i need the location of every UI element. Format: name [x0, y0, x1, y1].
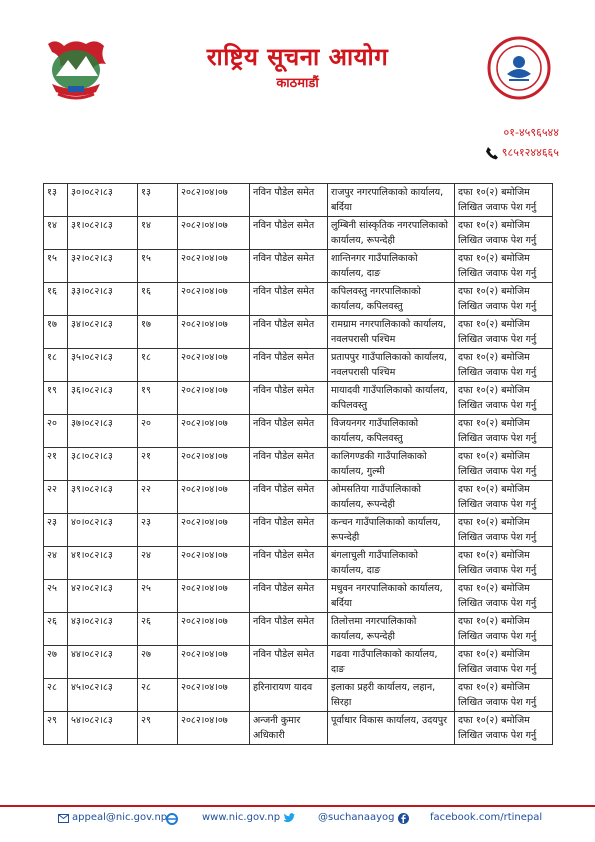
cell-appeal-number: ४५।०८२।८३ — [68, 679, 138, 712]
cell-appellant: नविन पौडेल समेत — [250, 415, 328, 448]
cell-respondent-office: गढवा गाउँपालिकाको कार्यालय, दाङ — [328, 646, 455, 679]
cell-order: दफा १०(२) बमोजिम लिखित जवाफ पेश गर्नु — [455, 448, 553, 481]
cell-order: दफा १०(२) बमोजिम लिखित जवाफ पेश गर्नु — [455, 514, 553, 547]
cell-date: २०८२।०४।०७ — [178, 217, 250, 250]
cell-date: २०८२।०४।०७ — [178, 547, 250, 580]
table-row — [44, 580, 553, 613]
cell-serial-number: २८ — [44, 679, 68, 712]
cell-serial-number: २३ — [44, 514, 68, 547]
cell-register-number: २९ — [138, 712, 178, 745]
table-row — [44, 415, 553, 448]
table-row — [44, 448, 553, 481]
cell-appeal-number: ४२।०८२।८३ — [68, 580, 138, 613]
table-row — [44, 283, 553, 316]
cell-order: दफा १०(२) बमोजिम लिखित जवाफ पेश गर्नु — [455, 349, 553, 382]
table-row — [44, 514, 553, 547]
footer-facebook[interactable]: facebook.com/rtinepal — [430, 812, 543, 823]
cell-appeal-number: ३९।०८२।८३ — [68, 481, 138, 514]
cell-appeal-number: ३४।०८२।८३ — [68, 316, 138, 349]
cell-respondent-office: ओमसतिया गाउँपालिकाको कार्यालय, रूपन्देही — [328, 481, 455, 514]
cell-appellant: नविन पौडेल समेत — [250, 184, 328, 217]
cell-order: दफा १०(२) बमोजिम लिखित जवाफ पेश गर्नु — [455, 712, 553, 745]
table-row — [44, 712, 553, 745]
cell-serial-number: २५ — [44, 580, 68, 613]
cell-respondent-office: मायादवी गाउँपालिकाको कार्यालय, कपिलवस्तु — [328, 382, 455, 415]
cell-order: दफा १०(२) बमोजिम लिखित जवाफ पेश गर्नु — [455, 382, 553, 415]
table-row — [44, 481, 553, 514]
cell-order: दफा १०(२) बमोजिम लिखित जवाफ पेश गर्नु — [455, 184, 553, 217]
cell-appellant: नविन पौडेल समेत — [250, 514, 328, 547]
cell-order: दफा १०(२) बमोजिम लिखित जवाफ पेश गर्नु — [455, 547, 553, 580]
cell-order: दफा १०(२) बमोजिम लिखित जवाफ पेश गर्नु — [455, 415, 553, 448]
contact-phones — [485, 123, 559, 163]
cell-appellant: नविन पौडेल समेत — [250, 547, 328, 580]
cell-register-number: १४ — [138, 217, 178, 250]
cell-serial-number: २४ — [44, 547, 68, 580]
page-subtitle: काठमाडौं — [276, 76, 319, 91]
cell-register-number: २० — [138, 415, 178, 448]
cell-order: दफा १०(२) बमोजिम लिखित जवाफ पेश गर्नु — [455, 646, 553, 679]
cell-respondent-office: कालिगण्डकी गाउँपालिकाको कार्यालय, गुल्मी — [328, 448, 455, 481]
cell-respondent-office: बंगलाचुली गाउँपालिकाको कार्यालय, दाङ — [328, 547, 455, 580]
cell-appeal-number: ३७।०८२।८३ — [68, 415, 138, 448]
cell-appeal-number: ४१।०८२।८३ — [68, 547, 138, 580]
cell-appellant: नविन पौडेल समेत — [250, 382, 328, 415]
cell-appellant: नविन पौडेल समेत — [250, 448, 328, 481]
cell-respondent-office: पूर्वाधार विकास कार्यालय, उदयपुर — [328, 712, 455, 745]
cell-serial-number: २२ — [44, 481, 68, 514]
cell-appellant: नविन पौडेल समेत — [250, 250, 328, 283]
cell-respondent-office: प्रतापपुर गाउँपालिकाको कार्यालय, नवलपरासी पश्चिम — [328, 349, 455, 382]
cell-appellant: हरिनारायण यादव — [250, 679, 328, 712]
cell-respondent-office: राजपुर नगरपालिकाको कार्यालय, बर्दिया — [328, 184, 455, 217]
footer-website[interactable]: www.nic.gov.np — [202, 812, 281, 823]
cell-appellant: नविन पौडेल समेत — [250, 217, 328, 250]
footer-twitter[interactable]: @suchanaayog — [318, 812, 395, 823]
table-row — [44, 184, 553, 217]
cell-order: दफा १०(२) बमोजिम लिखित जवाफ पेश गर्नु — [455, 481, 553, 514]
cell-register-number: १८ — [138, 349, 178, 382]
cell-date: २०८२।०४।०७ — [178, 349, 250, 382]
cell-appeal-number: ४४।०८२।८३ — [68, 646, 138, 679]
cell-appellant: नविन पौडेल समेत — [250, 349, 328, 382]
table-row — [44, 316, 553, 349]
cell-order: दफा १०(२) बमोजिम लिखित जवाफ पेश गर्नु — [455, 250, 553, 283]
cell-register-number: २३ — [138, 514, 178, 547]
cell-date: २०८२।०४।०७ — [178, 415, 250, 448]
cell-appellant: नविन पौडेल समेत — [250, 613, 328, 646]
table-row — [44, 217, 553, 250]
cell-date: २०८२।०४।०७ — [178, 382, 250, 415]
table-row — [44, 382, 553, 415]
cell-date: २०८२।०४।०७ — [178, 580, 250, 613]
cell-respondent-office: कन्चन गाउँपालिकाको कार्यालय, रूपन्देही — [328, 514, 455, 547]
cell-appeal-number: ४०।०८२।८३ — [68, 514, 138, 547]
cell-order: दफा १०(२) बमोजिम लिखित जवाफ पेश गर्नु — [455, 217, 553, 250]
cell-serial-number: २९ — [44, 712, 68, 745]
cell-register-number: २२ — [138, 481, 178, 514]
cell-register-number: २६ — [138, 613, 178, 646]
cell-date: २०८२।०४।०७ — [178, 514, 250, 547]
phone-icon — [485, 146, 499, 160]
cell-serial-number: २६ — [44, 613, 68, 646]
cell-serial-number: २० — [44, 415, 68, 448]
table-row — [44, 250, 553, 283]
cell-date: २०८२।०४।०७ — [178, 283, 250, 316]
cell-respondent-office: शान्तिनगर गाउँपालिकाको कार्यालय, दाङ — [328, 250, 455, 283]
cell-serial-number: १८ — [44, 349, 68, 382]
cell-respondent-office: मधुवन नगरपालिकाको कार्यालय, बर्दिया — [328, 580, 455, 613]
cell-date: २०८२।०४।०७ — [178, 613, 250, 646]
table-row — [44, 646, 553, 679]
cell-appeal-number: ३१।०८२।८३ — [68, 217, 138, 250]
cell-appeal-number: ३८।०८२।८३ — [68, 448, 138, 481]
cell-order: दफा १०(२) बमोजिम लिखित जवाफ पेश गर्नु — [455, 283, 553, 316]
cell-register-number: १९ — [138, 382, 178, 415]
cell-register-number: १३ — [138, 184, 178, 217]
cell-serial-number: २१ — [44, 448, 68, 481]
cell-appellant: नविन पौडेल समेत — [250, 283, 328, 316]
cell-register-number: २५ — [138, 580, 178, 613]
cell-order: दफा १०(२) बमोजिम लिखित जवाफ पेश गर्नु — [455, 316, 553, 349]
cell-date: २०८२।०४।०७ — [178, 481, 250, 514]
records-table — [43, 183, 553, 745]
footer-email[interactable]: appeal@nic.gov.np — [72, 812, 168, 823]
table-row — [44, 349, 553, 382]
cell-appeal-number: ३५।०८२।८३ — [68, 349, 138, 382]
phone-number-2: ९८५१२४४६६५ — [501, 146, 559, 159]
cell-serial-number: १६ — [44, 283, 68, 316]
table-row — [44, 547, 553, 580]
cell-respondent-office: कपिलवस्तु नगरपालिकाको कार्यालय, कपिलवस्तु — [328, 283, 455, 316]
twitter-icon — [283, 813, 295, 824]
cell-date: २०८२।०४।०७ — [178, 448, 250, 481]
cell-order: दफा १०(२) बमोजिम लिखित जवाफ पेश गर्नु — [455, 679, 553, 712]
cell-date: २०८२।०४।०७ — [178, 712, 250, 745]
cell-respondent-office: इलाका प्रहरी कार्यालय, लहान, सिरहा — [328, 679, 455, 712]
cell-register-number: १५ — [138, 250, 178, 283]
cell-appeal-number: ३०।०८२।८३ — [68, 184, 138, 217]
cell-appeal-number: ३६।०८२।८३ — [68, 382, 138, 415]
records-table-body — [44, 184, 553, 745]
cell-appeal-number: ५४।०८२।८३ — [68, 712, 138, 745]
cell-appellant: नविन पौडेल समेत — [250, 481, 328, 514]
cell-serial-number: १७ — [44, 316, 68, 349]
cell-date: २०८२।०४।०७ — [178, 646, 250, 679]
mail-icon — [58, 814, 69, 823]
commission-logo-icon — [487, 36, 551, 100]
cell-register-number: १६ — [138, 283, 178, 316]
cell-appellant: नविन पौडेल समेत — [250, 316, 328, 349]
cell-register-number: २४ — [138, 547, 178, 580]
cell-appeal-number: ३२।०८२।८३ — [68, 250, 138, 283]
cell-appeal-number: ४३।०८२।८३ — [68, 613, 138, 646]
cell-register-number: १७ — [138, 316, 178, 349]
cell-appellant: नविन पौडेल समेत — [250, 646, 328, 679]
browser-icon — [166, 813, 178, 825]
footer-divider — [0, 805, 595, 807]
cell-order: दफा १०(२) बमोजिम लिखित जवाफ पेश गर्नु — [455, 580, 553, 613]
cell-serial-number: १३ — [44, 184, 68, 217]
page-title: राष्ट्रिय सूचना आयोग — [206, 43, 389, 71]
cell-date: २०८२।०४।०७ — [178, 316, 250, 349]
cell-register-number: २७ — [138, 646, 178, 679]
cell-date: २०८२।०४।०७ — [178, 250, 250, 283]
cell-serial-number: २७ — [44, 646, 68, 679]
cell-serial-number: १९ — [44, 382, 68, 415]
table-row — [44, 613, 553, 646]
cell-register-number: २१ — [138, 448, 178, 481]
cell-register-number: २८ — [138, 679, 178, 712]
cell-appeal-number: ३३।०८२।८३ — [68, 283, 138, 316]
cell-respondent-office: तिलोत्तमा नगरपालिकाको कार्यालय, रूपन्देही — [328, 613, 455, 646]
cell-date: २०८२।०४।०७ — [178, 184, 250, 217]
cell-respondent-office: लुम्बिनी सांस्कृतिक नगरपालिकाको कार्यालय, रूपन्देही — [328, 217, 455, 250]
footer — [0, 812, 595, 828]
cell-respondent-office: रामग्राम नगरपालिकाको कार्यालय, नवलपरासी पश्चिम — [328, 316, 455, 349]
cell-appellant: अन्जनी कुमार अधिकारी — [250, 712, 328, 745]
cell-appellant: नविन पौडेल समेत — [250, 580, 328, 613]
facebook-icon — [398, 813, 409, 824]
table-row — [44, 679, 553, 712]
cell-date: २०८२।०४।०७ — [178, 679, 250, 712]
cell-respondent-office: विजयनगर गाउँपालिकाको कार्यालय, कपिलवस्तु — [328, 415, 455, 448]
phone-number-1: ०१-४५९६५४४ — [503, 126, 559, 139]
cell-order: दफा १०(२) बमोजिम लिखित जवाफ पेश गर्नु — [455, 613, 553, 646]
cell-serial-number: १५ — [44, 250, 68, 283]
cell-serial-number: १४ — [44, 217, 68, 250]
